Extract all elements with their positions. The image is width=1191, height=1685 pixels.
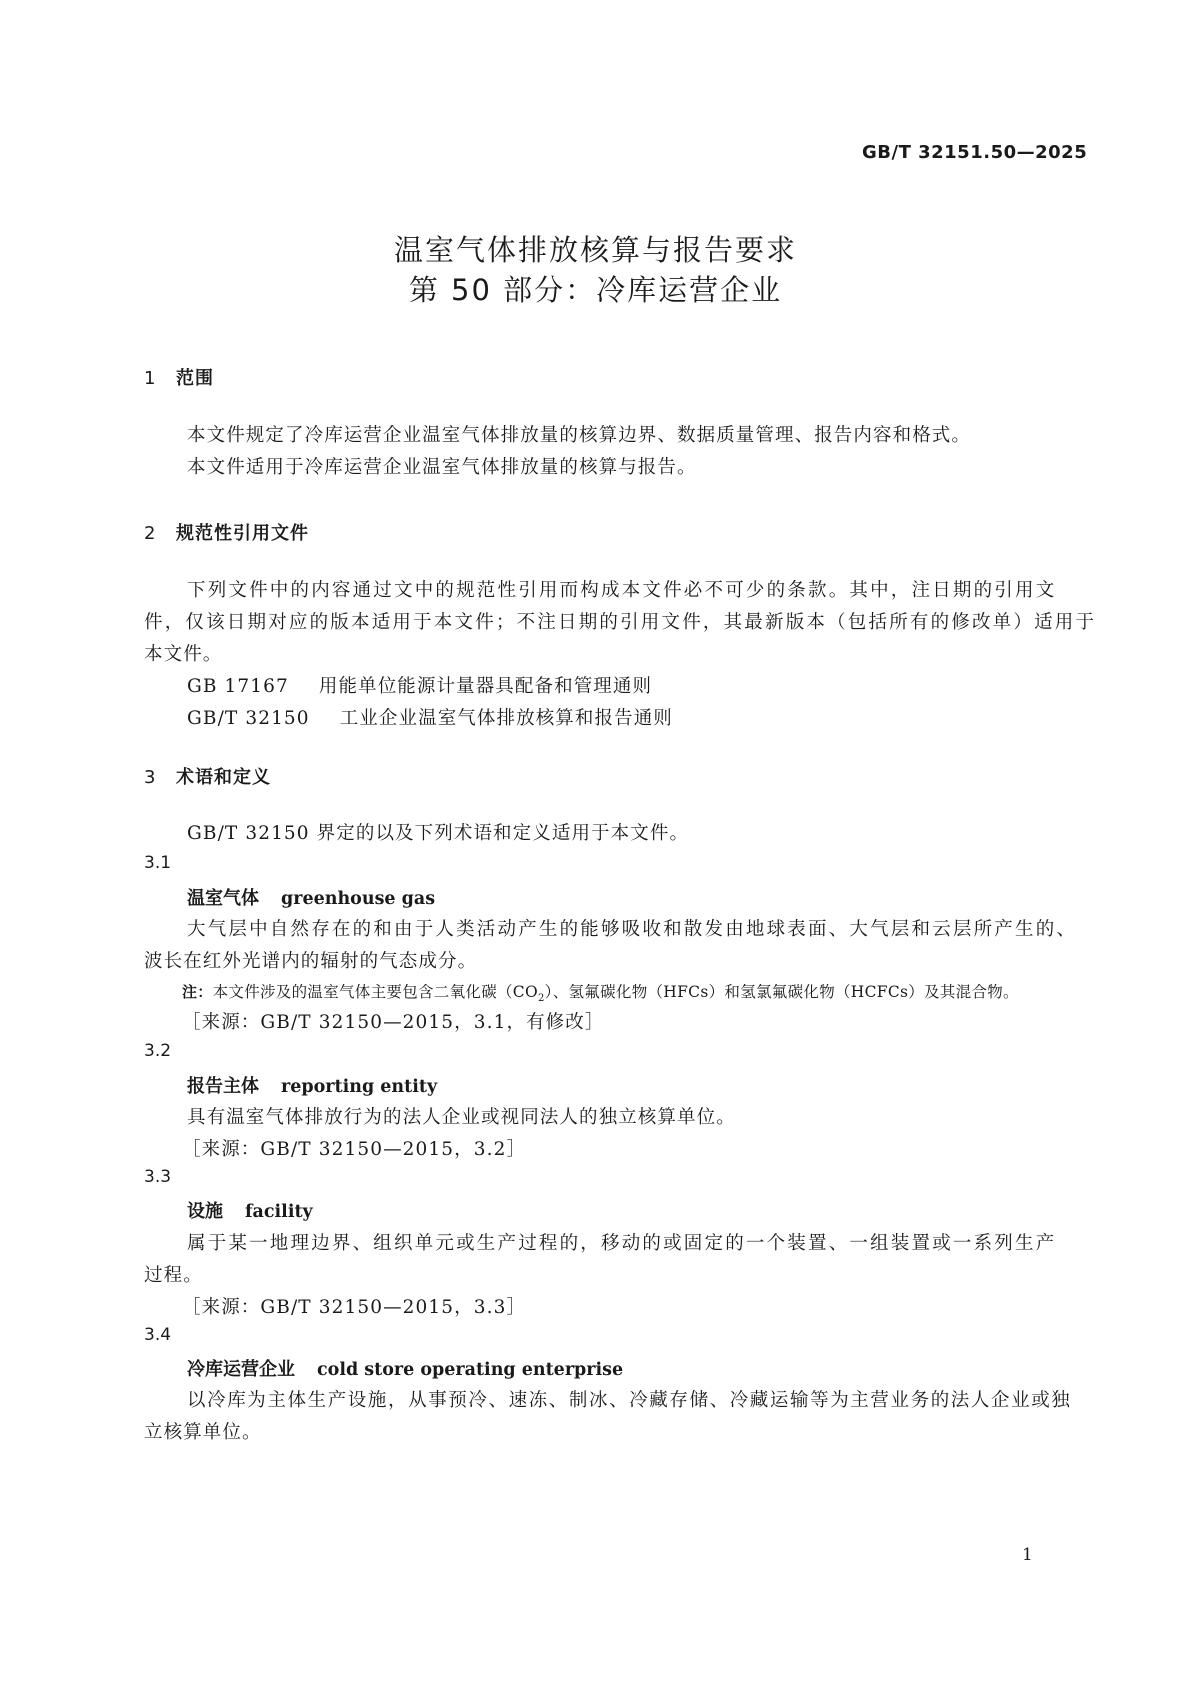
term-definition-line1: 具有温室气体排放行为的法人企业或视同法人的独立核算单位。 [187, 1107, 736, 1128]
document-title-line2: 第 50 部分：冷库运营企业 [408, 273, 783, 307]
scope-paragraph-1: 本文件规定了冷库运营企业温室气体排放量的核算边界、数据质量管理、报告内容和格式。 [187, 425, 972, 446]
document-title-line1: 温室气体排放核算与报告要求 [393, 233, 797, 267]
term-english: reporting entity [281, 1077, 438, 1097]
note-subscript: 2 [537, 993, 545, 1005]
terms-intro: GB/T 32150 界定的以及下列术语和定义适用于本文件。 [187, 823, 690, 844]
term-definition-line1: 属于某一地理边界、组织单元或生产过程的，移动的或固定的一个装置、一组装置或一系列生产 [187, 1233, 1057, 1254]
reference-title: 用能单位能源计量器具配备和管理通则 [318, 676, 653, 697]
section-title: 范围 [176, 368, 214, 389]
term-definition-line2: 立核算单位。 [144, 1422, 262, 1443]
section-heading-terms [144, 763, 271, 789]
term-english: greenhouse gas [281, 889, 436, 909]
section-number: 3 [144, 767, 157, 788]
term-english: facility [245, 1202, 313, 1222]
term-heading [187, 1197, 313, 1223]
section-title: 规范性引用文件 [176, 523, 309, 544]
term-number: 3.4 [144, 1325, 172, 1345]
note-label: 注： [182, 983, 213, 1001]
page-number: 1 [1022, 1545, 1033, 1565]
reference-code: GB/T 32150 [187, 708, 310, 729]
references-paragraph-line1: 下列文件中的内容通过文中的规范性引用而构成本文件必不可少的条款。其中，注日期的引用文 [187, 580, 1057, 601]
section-title: 术语和定义 [176, 767, 271, 788]
section-number: 1 [144, 368, 157, 389]
term-definition-line1: 以冷库为主体生产设施，从事预冷、速冻、制冰、冷藏存储、冷藏运输等为主营业务的法人企业或独 [187, 1390, 1072, 1411]
reference-title: 工业企业温室气体排放核算和报告通则 [339, 708, 673, 729]
term-english: cold store operating enterprise [317, 1360, 624, 1380]
term-chinese: 报告主体 [187, 1076, 259, 1097]
note-text-part2: ）、氢氟碳化物（HFCs）和氢氯氟碳化物（HCFCs）及其混合物。 [544, 983, 1019, 1001]
section-number: 2 [144, 523, 157, 544]
term-chinese: 设施 [187, 1201, 223, 1222]
term-chinese: 冷库运营企业 [187, 1359, 295, 1380]
term-number: 3.1 [144, 853, 172, 873]
term-definition-line2: 波长在红外光谱内的辐射的气态成分。 [144, 951, 478, 972]
term-source: ［来源：GB/T 32150—2015，3.3］ [182, 1297, 527, 1318]
term-source: ［来源：GB/T 32150—2015，3.2］ [182, 1139, 527, 1160]
reference-code: GB 17167 [187, 676, 289, 697]
section-heading-scope [144, 364, 214, 390]
section-heading-normative-references [144, 519, 309, 545]
references-paragraph-line3: 本文件。 [144, 644, 223, 665]
reference-item [187, 672, 652, 698]
term-chinese: 温室气体 [187, 888, 259, 909]
term-heading [187, 884, 435, 910]
term-heading [187, 1072, 437, 1098]
term-source: ［来源：GB/T 32150—2015，3.1，有修改］ [182, 1012, 605, 1033]
term-number: 3.2 [144, 1041, 172, 1061]
term-number: 3.3 [144, 1167, 172, 1187]
term-definition-line1: 大气层中自然存在的和由于人类活动产生的能够吸收和散发由地球表面、大气层和云层所产生的、 [187, 919, 1078, 940]
references-paragraph-line2: 件，仅该日期对应的版本适用于本文件；不注日期的引用文件，其最新版本（包括所有的修改单）适用于 [144, 612, 1097, 633]
term-heading [187, 1355, 623, 1381]
scope-paragraph-2: 本文件适用于冷库运营企业温室气体排放量的核算与报告。 [187, 457, 697, 478]
reference-item [187, 704, 673, 730]
term-definition-line2: 过程。 [144, 1265, 203, 1286]
note-text-part1: 本文件涉及的温室气体主要包含二氧化碳（CO [212, 983, 538, 1001]
term-note [182, 980, 1019, 1004]
standard-number: GB/T 32151.50—2025 [862, 142, 1088, 163]
